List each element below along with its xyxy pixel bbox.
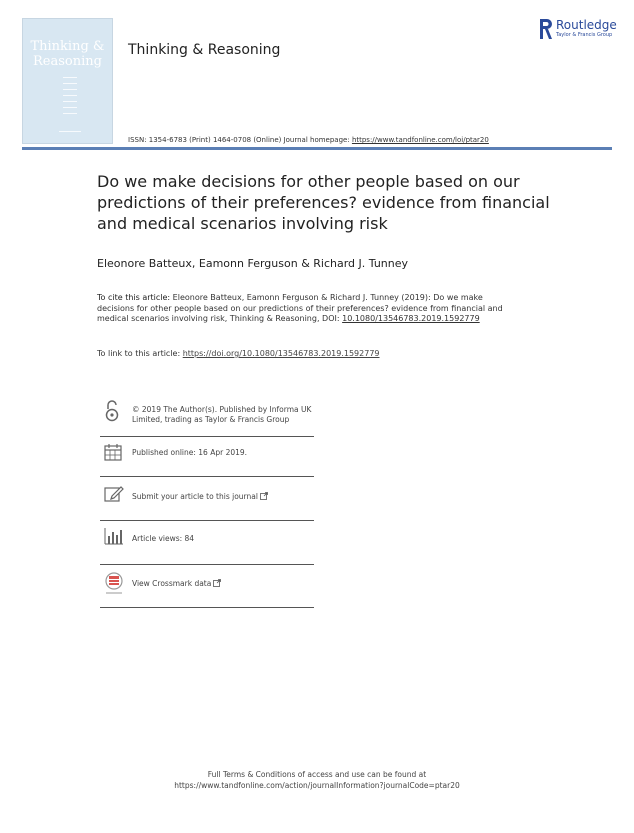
article-title: Do we make decisions for other people based on our predictions of their preferences? evidence from financial and medical scenarios involving risk: [97, 172, 550, 233]
cover-decor-line: [63, 107, 77, 108]
issn-line: [128, 136, 489, 144]
citation-text: Eleonore Batteux, Eamonn Ferguson & Richard J. Tunney (2019): Do we make decisions for other people based on our predictions of their preferences? evidence from financial and medical scenarios involving risk, Thinking & Reasoning, DOI:: [97, 293, 503, 323]
license-text: © 2019 The Author(s). Published by Informa UK Limited, trading as Taylor & Francis Group: [132, 405, 312, 424]
cover-decor-line: [63, 77, 77, 78]
external-link-icon: [213, 579, 221, 587]
publisher-logo-text: Routledge: [556, 18, 617, 32]
row-divider: [100, 520, 314, 521]
submit-article-row[interactable]: [100, 484, 314, 512]
cover-title-line2: Reasoning: [33, 54, 102, 69]
bar-chart-icon: [104, 527, 124, 545]
journal-cover: [22, 18, 113, 144]
cover-decor-line: [63, 95, 77, 96]
external-link-icon: [260, 492, 268, 500]
routledge-logo-icon: [540, 19, 552, 39]
cover-title-line1: Thinking &: [30, 39, 105, 54]
link-label: To link to this article:: [97, 349, 183, 358]
article-views-text: Article views: 84: [132, 534, 195, 543]
published-online-row: [100, 441, 314, 466]
article-link-line: [97, 349, 380, 358]
issn-text: ISSN: 1354-6783 (Print) 1464-0708 (Online) Journal homepage:: [128, 136, 352, 144]
cover-decor-line: [63, 113, 77, 114]
row-divider: [100, 476, 314, 477]
submit-article-text: Submit your article to this journal: [132, 492, 258, 501]
citation-doi-link[interactable]: 10.1080/13546783.2019.1592779: [342, 314, 480, 323]
open-access-row: [100, 400, 314, 436]
calendar-icon: [104, 443, 122, 461]
journal-name: Thinking & Reasoning: [128, 42, 281, 58]
cover-decor-line: [63, 101, 77, 102]
row-divider: [100, 564, 314, 565]
header-rule: [22, 147, 612, 150]
footer-terms-text: Full Terms & Conditions of access and use can be found at: [207, 770, 427, 779]
submit-article-link[interactable]: [132, 492, 268, 502]
crossmark-row[interactable]: [100, 572, 314, 600]
row-divider: [100, 436, 314, 437]
citation-label: To cite this article:: [97, 293, 171, 302]
cover-decor-line: [59, 131, 81, 132]
crossmark-icon: [104, 572, 124, 596]
article-authors: Eleonore Batteux, Eamonn Ferguson & Richard J. Tunney: [97, 257, 409, 270]
crossmark-text: View Crossmark data: [132, 579, 212, 588]
citation-block: [97, 293, 517, 325]
cover-decor-line: [63, 83, 77, 84]
row-divider: [100, 607, 314, 608]
publisher-logo-tagline: Taylor & Francis Group: [556, 32, 613, 38]
footer-terms-link[interactable]: https://www.tandfonline.com/action/journalInformation?journalCode=ptar20: [174, 781, 460, 790]
open-access-icon: [104, 400, 120, 422]
edit-icon: [104, 485, 124, 503]
article-doi-link[interactable]: https://doi.org/10.1080/13546783.2019.1592779: [182, 349, 380, 358]
crossmark-link[interactable]: [132, 579, 221, 589]
published-online-text: Published online: 16 Apr 2019.: [132, 448, 248, 457]
journal-homepage-link[interactable]: https://www.tandfonline.com/loi/ptar20: [351, 136, 489, 144]
article-views-row: [100, 527, 314, 553]
cover-decor-line: [63, 89, 77, 90]
